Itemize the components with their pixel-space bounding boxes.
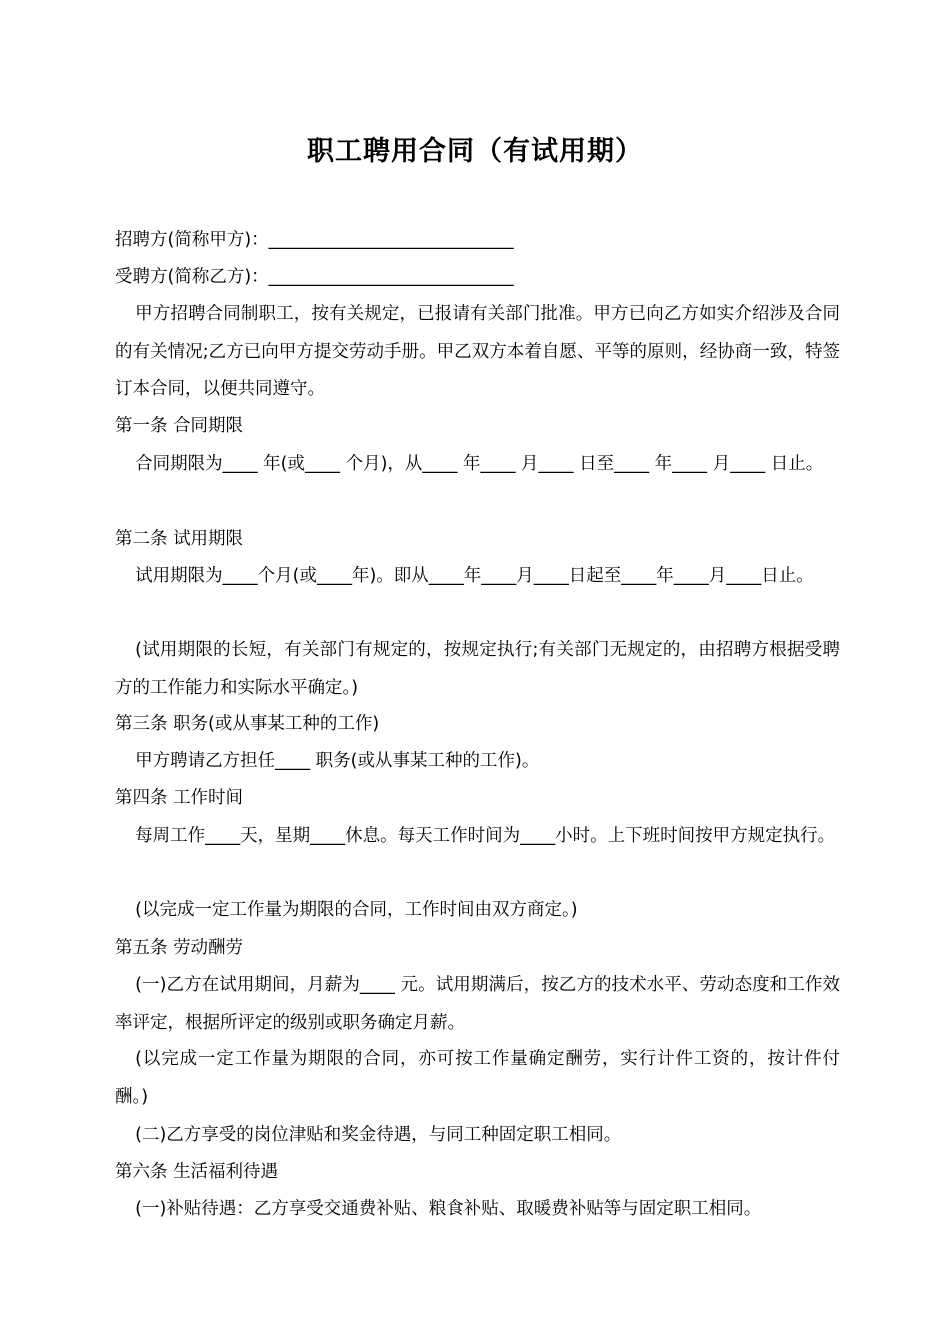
article-3-heading: 第三条 职务(或从事某工种的工作) <box>115 714 380 734</box>
article-6-item-1: (一)补贴待遇：乙方享受交通费补贴、粮食补贴、取暖费补贴等与固定职工相同。 <box>135 1199 762 1219</box>
article-6-heading: 第六条 生活福利待遇 <box>115 1162 279 1182</box>
article-5-note: (以完成一定工作量为期限的合同，亦可按工作量确定酬劳，实行计件工资的，按计件付酬。) <box>115 1049 840 1107</box>
article-2-heading: 第二条 试用期限 <box>115 529 244 549</box>
article-1-heading: 第一条 合同期限 <box>115 416 244 436</box>
article-2-paragraph: 试用期限为____个月(或____年)。即从____年____月____日起至____年____月____日止。 <box>135 566 814 586</box>
article-4-heading: 第四条 工作时间 <box>115 788 244 808</box>
employee-line: 受聘方(简称乙方)：____________________________ <box>115 267 514 287</box>
article-1-paragraph: 合同期限为____ 年(或____ 个月)，从____ 年____ 月____ 日至____ 年____ 月____ 日止。 <box>135 454 824 474</box>
article-5-heading: 第五条 劳动酬劳 <box>115 938 244 958</box>
document-title: 职工聘用合同（有试用期） <box>307 136 643 167</box>
article-2-note: (试用期限的长短，有关部门有规定的，按规定执行;有关部门无规定的，由招聘方根据受聘方的工作能力和实际水平确定。) <box>115 640 840 698</box>
preamble-paragraph: 甲方招聘合同制职工，按有关规定，已报请有关部门批准。甲方已向乙方如实介绍涉及合同的有关情况;乙方已向甲方提交劳动手册。甲乙双方本着自愿、平等的原则，经协商一致，特签订本合同，以便共同遵守。 <box>115 304 840 399</box>
article-4-paragraph: 每周工作____天，星期____休息。每天工作时间为____小时。上下班时间按甲方规定执行。 <box>135 826 836 846</box>
employer-line: 招聘方(简称甲方)：____________________________ <box>115 230 514 250</box>
article-5-item-1: (一)乙方在试用期间，月薪为____ 元。试用期满后，按乙方的技术水平、劳动态度和工作效率评定，根据所评定的级别或职务确定月薪。 <box>115 975 840 1033</box>
article-4-note: (以完成一定工作量为期限的合同，工作时间由双方商定。) <box>135 900 578 920</box>
article-3-paragraph: 甲方聘请乙方担任____ 职务(或从事某工种的工作)。 <box>135 751 540 771</box>
article-5-item-2: (二)乙方享受的岗位津贴和奖金待遇，与同工种固定职工相同。 <box>135 1125 622 1145</box>
